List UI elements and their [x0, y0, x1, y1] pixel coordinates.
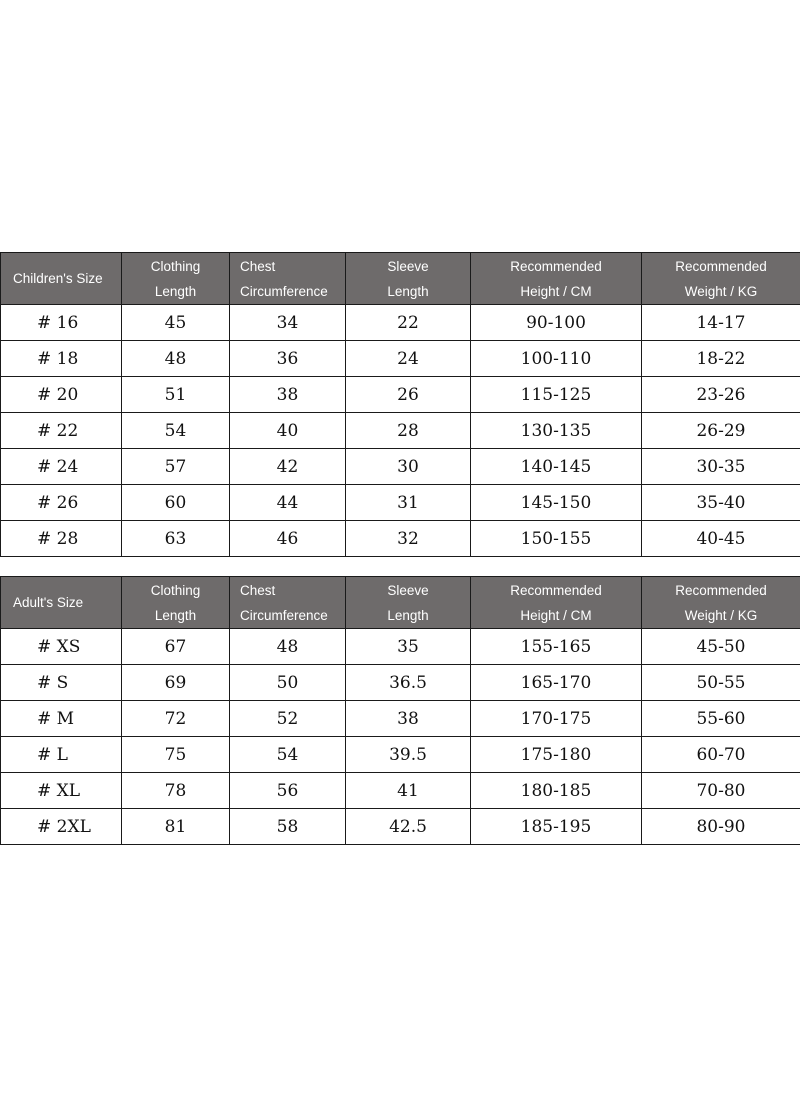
recommended-height-cell: 130-135 [471, 413, 642, 449]
size-cell: # 22 [1, 413, 122, 449]
sleeve-length-cell: 36.5 [346, 665, 471, 701]
size-column-header: Children's Size [1, 253, 122, 305]
recommended-weight-cell: 35-40 [642, 485, 800, 521]
recommended-weight-cell: 40-45 [642, 521, 800, 557]
recommended-weight-cell: 50-55 [642, 665, 800, 701]
chest-circumference-cell: 54 [230, 737, 346, 773]
clothing-length-header: Clothing Length [122, 577, 230, 629]
size-cell: # L [1, 737, 122, 773]
sleeve-length-cell: 30 [346, 449, 471, 485]
sleeve-length-cell: 32 [346, 521, 471, 557]
chest-circumference-header: Chest Circumference [230, 253, 346, 305]
sleeve-length-cell: 28 [346, 413, 471, 449]
table-row [1, 305, 800, 341]
clothing-length-cell: 60 [122, 485, 230, 521]
sleeve-length-cell: 42.5 [346, 809, 471, 845]
size-cell: # M [1, 701, 122, 737]
clothing-length-cell: 81 [122, 809, 230, 845]
clothing-length-cell: 63 [122, 521, 230, 557]
clothing-length-header: Clothing Length [122, 253, 230, 305]
sleeve-length-cell: 31 [346, 485, 471, 521]
sleeve-length-cell: 26 [346, 377, 471, 413]
adult-table-body [1, 629, 800, 845]
clothing-length-cell: 69 [122, 665, 230, 701]
recommended-height-header: Recommended Height / CM [471, 577, 642, 629]
adult-header-row [1, 577, 800, 629]
sleeve-length-cell: 41 [346, 773, 471, 809]
clothing-length-cell: 45 [122, 305, 230, 341]
clothing-length-cell: 72 [122, 701, 230, 737]
size-cell: # 20 [1, 377, 122, 413]
children-table-body [1, 305, 800, 557]
recommended-height-cell: 180-185 [471, 773, 642, 809]
recommended-height-cell: 185-195 [471, 809, 642, 845]
size-cell: # XS [1, 629, 122, 665]
recommended-height-cell: 140-145 [471, 449, 642, 485]
table-row [1, 629, 800, 665]
chest-circumference-cell: 44 [230, 485, 346, 521]
table-row [1, 449, 800, 485]
size-cell: # 26 [1, 485, 122, 521]
table-row [1, 485, 800, 521]
recommended-height-cell: 170-175 [471, 701, 642, 737]
table-row [1, 413, 800, 449]
chest-circumference-cell: 52 [230, 701, 346, 737]
recommended-weight-cell: 55-60 [642, 701, 800, 737]
recommended-height-cell: 165-170 [471, 665, 642, 701]
table-row [1, 773, 800, 809]
recommended-height-cell: 145-150 [471, 485, 642, 521]
chest-circumference-cell: 58 [230, 809, 346, 845]
size-cell: # 16 [1, 305, 122, 341]
recommended-weight-cell: 80-90 [642, 809, 800, 845]
children-size-table [0, 252, 800, 557]
size-column-header: Adult's Size [1, 577, 122, 629]
sleeve-length-header: Sleeve Length [346, 577, 471, 629]
size-cell: # S [1, 665, 122, 701]
recommended-height-cell: 100-110 [471, 341, 642, 377]
table-row [1, 521, 800, 557]
size-cell: # 18 [1, 341, 122, 377]
table-row [1, 809, 800, 845]
sleeve-length-header: Sleeve Length [346, 253, 471, 305]
recommended-height-cell: 175-180 [471, 737, 642, 773]
recommended-height-cell: 150-155 [471, 521, 642, 557]
table-row [1, 665, 800, 701]
clothing-length-cell: 54 [122, 413, 230, 449]
recommended-height-cell: 90-100 [471, 305, 642, 341]
size-cell: # 28 [1, 521, 122, 557]
chest-circumference-header: Chest Circumference [230, 577, 346, 629]
table-row [1, 341, 800, 377]
size-cell: # XL [1, 773, 122, 809]
clothing-length-cell: 67 [122, 629, 230, 665]
sleeve-length-cell: 39.5 [346, 737, 471, 773]
table-row [1, 737, 800, 773]
adult-size-table [0, 576, 800, 845]
chest-circumference-cell: 46 [230, 521, 346, 557]
recommended-weight-header: Recommended Weight / KG [642, 253, 800, 305]
recommended-weight-cell: 18-22 [642, 341, 800, 377]
recommended-height-header: Recommended Height / CM [471, 253, 642, 305]
recommended-weight-cell: 14-17 [642, 305, 800, 341]
size-cell: # 2XL [1, 809, 122, 845]
recommended-weight-cell: 30-35 [642, 449, 800, 485]
chest-circumference-cell: 56 [230, 773, 346, 809]
table-row [1, 701, 800, 737]
recommended-weight-cell: 45-50 [642, 629, 800, 665]
children-header-row [1, 253, 800, 305]
chest-circumference-cell: 48 [230, 629, 346, 665]
table-row [1, 377, 800, 413]
recommended-weight-header: Recommended Weight / KG [642, 577, 800, 629]
clothing-length-cell: 48 [122, 341, 230, 377]
recommended-weight-cell: 60-70 [642, 737, 800, 773]
recommended-height-cell: 155-165 [471, 629, 642, 665]
sleeve-length-cell: 22 [346, 305, 471, 341]
size-cell: # 24 [1, 449, 122, 485]
clothing-length-cell: 57 [122, 449, 230, 485]
chest-circumference-cell: 40 [230, 413, 346, 449]
chest-circumference-cell: 50 [230, 665, 346, 701]
sleeve-length-cell: 38 [346, 701, 471, 737]
recommended-height-cell: 115-125 [471, 377, 642, 413]
sleeve-length-cell: 35 [346, 629, 471, 665]
clothing-length-cell: 78 [122, 773, 230, 809]
chest-circumference-cell: 42 [230, 449, 346, 485]
recommended-weight-cell: 70-80 [642, 773, 800, 809]
recommended-weight-cell: 23-26 [642, 377, 800, 413]
chest-circumference-cell: 36 [230, 341, 346, 377]
chest-circumference-cell: 34 [230, 305, 346, 341]
recommended-weight-cell: 26-29 [642, 413, 800, 449]
clothing-length-cell: 75 [122, 737, 230, 773]
chest-circumference-cell: 38 [230, 377, 346, 413]
clothing-length-cell: 51 [122, 377, 230, 413]
sleeve-length-cell: 24 [346, 341, 471, 377]
